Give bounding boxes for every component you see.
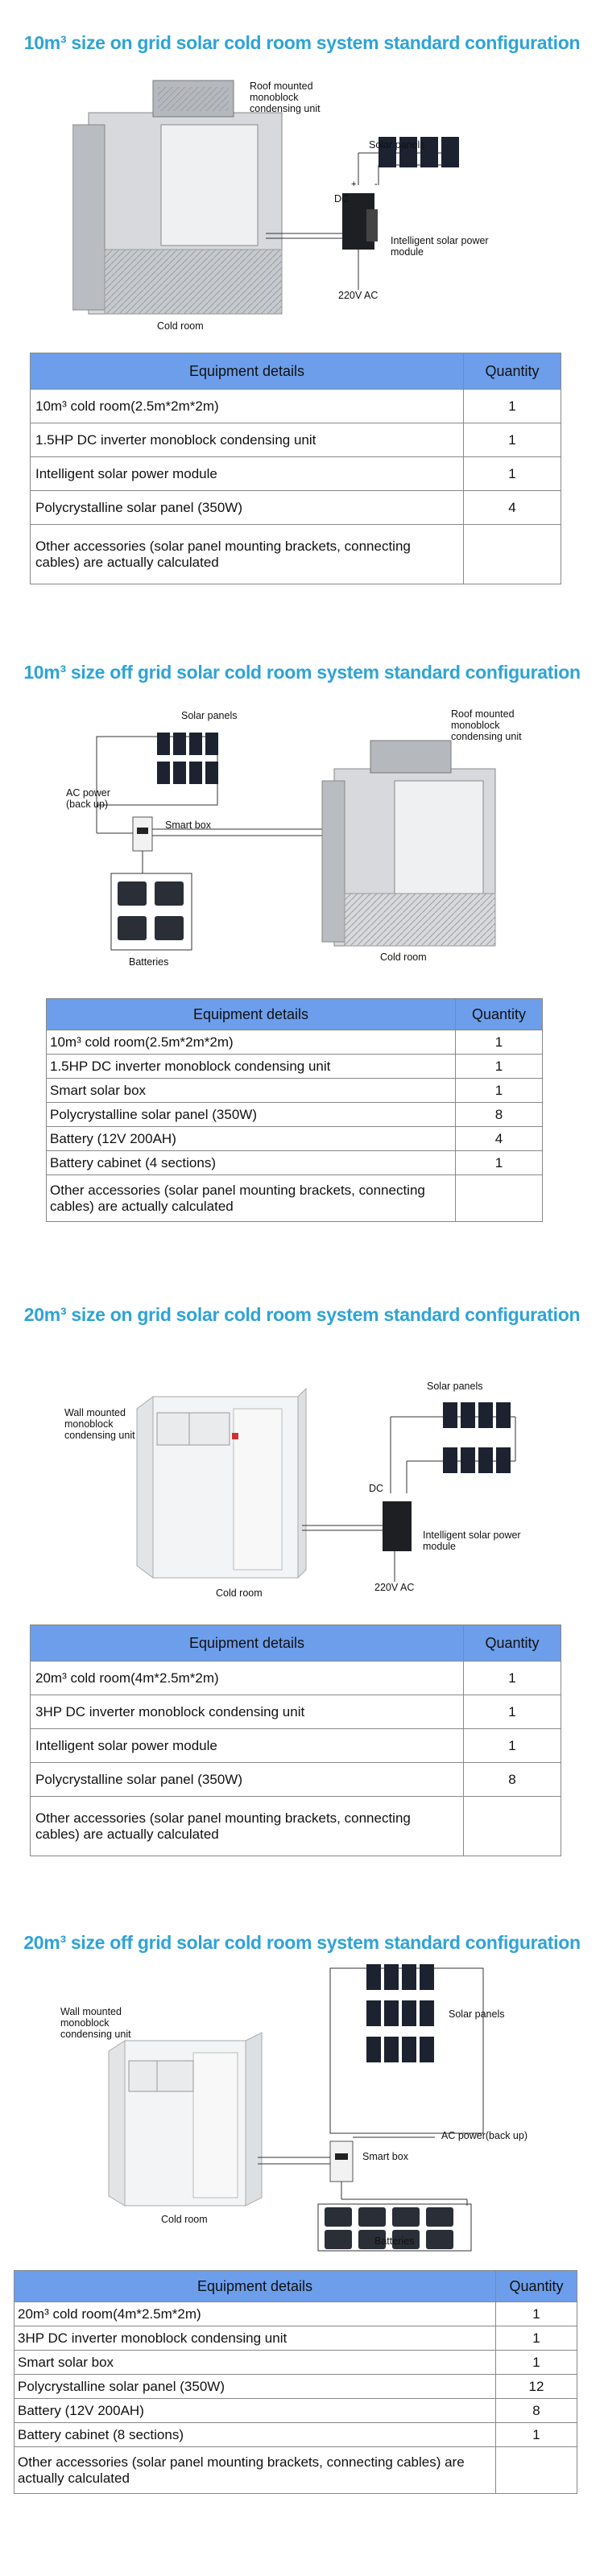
qty-cell xyxy=(456,1175,543,1222)
ac-power-label: AC power (back up) xyxy=(66,787,110,810)
header-equipment: Equipment details xyxy=(31,353,464,390)
item-cell: Polycrystalline solar panel (350W) xyxy=(31,491,464,525)
qty-cell: 12 xyxy=(496,2375,577,2399)
qty-cell: 8 xyxy=(464,1763,561,1797)
header-quantity: Quantity xyxy=(496,2271,577,2302)
qty-cell: 1 xyxy=(456,1079,543,1103)
svg-text:+: + xyxy=(351,180,357,189)
table-row xyxy=(47,1103,543,1127)
item-cell: Intelligent solar power module xyxy=(31,1729,464,1763)
qty-cell: 8 xyxy=(456,1103,543,1127)
header-quantity: Quantity xyxy=(456,999,543,1030)
ac-label: 220V AC xyxy=(374,1582,415,1593)
qty-cell xyxy=(496,2447,577,2494)
qty-cell: 1 xyxy=(456,1030,543,1055)
table-row xyxy=(47,1079,543,1103)
svg-text:-: - xyxy=(374,180,378,189)
qty-cell: 4 xyxy=(464,491,561,525)
item-cell: Battery (12V 200AH) xyxy=(47,1127,456,1151)
section-2-diagram xyxy=(48,700,548,982)
wall-unit-label: Wall mounted monoblock condensing unit xyxy=(64,1407,135,1441)
table-row xyxy=(47,1030,543,1055)
qty-cell xyxy=(464,1797,561,1856)
header-equipment: Equipment details xyxy=(31,1625,464,1662)
item-cell: Polycrystalline solar panel (350W) xyxy=(31,1763,464,1797)
batteries-label: Batteries xyxy=(129,956,169,968)
cold-room-label: Cold room xyxy=(216,1587,263,1599)
qty-cell: 1 xyxy=(456,1055,543,1079)
roof-unit-label: Roof mounted monoblock condensing unit xyxy=(451,708,522,742)
item-cell: Other accessories (solar panel mounting brackets, connecting cables) are actually calculated xyxy=(31,1797,464,1856)
table-row xyxy=(31,1695,561,1729)
section-1-diagram xyxy=(72,64,523,338)
item-cell: Other accessories (solar panel mounting brackets, connecting cables) are actually calculated xyxy=(31,525,464,584)
off-grid-10m3-illustration xyxy=(48,700,548,982)
table-row xyxy=(31,1662,561,1695)
header-quantity: Quantity xyxy=(464,353,561,390)
qty-cell: 1 xyxy=(464,1695,561,1729)
wall-unit-label: Wall mounted monoblock condensing unit xyxy=(60,2006,131,2040)
qty-cell xyxy=(464,525,561,584)
table-row xyxy=(14,2423,577,2447)
solar-panels-label: Solar panels xyxy=(181,710,238,721)
qty-cell: 1 xyxy=(496,2351,577,2375)
section-4-title: 20m³ size off grid solar cold room system standard configuration xyxy=(23,1932,581,1953)
item-cell: Polycrystalline solar panel (350W) xyxy=(47,1103,456,1127)
solar-panels-label: Solar panels xyxy=(369,139,425,151)
table-row xyxy=(14,2399,577,2423)
table-row xyxy=(14,2351,577,2375)
header-quantity: Quantity xyxy=(464,1625,561,1662)
qty-cell: 8 xyxy=(496,2399,577,2423)
section-2-title: 10m³ size off grid solar cold room system standard configuration xyxy=(23,662,581,683)
table-row xyxy=(31,525,561,584)
table-row xyxy=(31,491,561,525)
item-cell: Battery cabinet (4 sections) xyxy=(47,1151,456,1175)
smart-box-label: Smart box xyxy=(362,2151,408,2162)
solar-panels-label: Solar panels xyxy=(449,2008,505,2020)
item-cell: Battery cabinet (8 sections) xyxy=(14,2423,496,2447)
item-cell: 3HP DC inverter monoblock condensing unit xyxy=(14,2326,496,2351)
module-label: Intelligent solar power module xyxy=(391,235,489,258)
item-cell: 20m³ cold room(4m*2.5m*2m) xyxy=(14,2302,496,2326)
table-row xyxy=(47,1175,543,1222)
cold-room-label: Cold room xyxy=(380,952,427,963)
item-cell: 1.5HP DC inverter monoblock condensing unit xyxy=(47,1055,456,1079)
qty-cell: 1 xyxy=(496,2302,577,2326)
table-row xyxy=(31,423,561,457)
table-row xyxy=(47,1151,543,1175)
equipment-table-4 xyxy=(14,2270,577,2494)
table-header xyxy=(31,1625,561,1662)
qty-cell: 1 xyxy=(464,457,561,491)
section-1-title: 10m³ size on grid solar cold room system standard configuration xyxy=(23,32,581,53)
module-label: Intelligent solar power module xyxy=(423,1530,521,1552)
item-cell: Smart solar box xyxy=(14,2351,496,2375)
table-row xyxy=(14,2302,577,2326)
header-equipment: Equipment details xyxy=(47,999,456,1030)
table-header xyxy=(47,999,543,1030)
qty-cell: 1 xyxy=(464,1662,561,1695)
section-3-diagram xyxy=(64,1352,548,1610)
cold-room-label: Cold room xyxy=(157,320,204,332)
table-row xyxy=(14,2326,577,2351)
qty-cell: 1 xyxy=(496,2423,577,2447)
table-row xyxy=(14,2447,577,2494)
section-4-diagram xyxy=(48,1964,564,2254)
qty-cell: 1 xyxy=(464,1729,561,1763)
item-cell: Intelligent solar power module xyxy=(31,457,464,491)
qty-cell: 1 xyxy=(464,423,561,457)
item-cell: Polycrystalline solar panel (350W) xyxy=(14,2375,496,2399)
equipment-table-3 xyxy=(30,1624,561,1856)
cold-room-label: Cold room xyxy=(161,2214,208,2225)
smart-box-label: Smart box xyxy=(165,819,211,831)
table-row xyxy=(31,1763,561,1797)
item-cell: 10m³ cold room(2.5m*2m*2m) xyxy=(47,1030,456,1055)
qty-cell: 1 xyxy=(496,2326,577,2351)
table-row xyxy=(31,390,561,423)
table-row xyxy=(14,2375,577,2399)
dc-label: DC xyxy=(369,1483,384,1494)
item-cell: Smart solar box xyxy=(47,1079,456,1103)
table-row xyxy=(31,457,561,491)
table-header xyxy=(31,353,561,390)
section-3-title: 20m³ size on grid solar cold room system standard configuration xyxy=(23,1304,581,1325)
qty-cell: 1 xyxy=(464,390,561,423)
table-header xyxy=(14,2271,577,2302)
roof-unit-label: Roof mounted monoblock condensing unit xyxy=(250,80,321,114)
table-row xyxy=(47,1127,543,1151)
item-cell: 3HP DC inverter monoblock condensing unit xyxy=(31,1695,464,1729)
item-cell: Other accessories (solar panel mounting brackets, connecting cables) are actually calculated xyxy=(14,2447,496,2494)
ac-power-label: AC power(back up) xyxy=(441,2130,527,2141)
item-cell: Battery (12V 200AH) xyxy=(14,2399,496,2423)
item-cell: Other accessories (solar panel mounting brackets, connecting cables) are actually calculated xyxy=(47,1175,456,1222)
item-cell: 20m³ cold room(4m*2.5m*2m) xyxy=(31,1662,464,1695)
item-cell: 1.5HP DC inverter monoblock condensing unit xyxy=(31,423,464,457)
solar-panels-label: Solar panels xyxy=(427,1381,483,1392)
table-row xyxy=(31,1729,561,1763)
item-cell: 10m³ cold room(2.5m*2m*2m) xyxy=(31,390,464,423)
header-equipment: Equipment details xyxy=(14,2271,496,2302)
equipment-table-1 xyxy=(30,353,561,584)
qty-cell: 1 xyxy=(456,1151,543,1175)
qty-cell: 4 xyxy=(456,1127,543,1151)
table-row xyxy=(31,1797,561,1856)
ac-label: 220V AC xyxy=(338,290,379,301)
equipment-table-2 xyxy=(46,998,543,1222)
dc-label: DC xyxy=(334,193,350,204)
table-row xyxy=(47,1055,543,1079)
batteries-label: Batteries xyxy=(374,2235,415,2247)
